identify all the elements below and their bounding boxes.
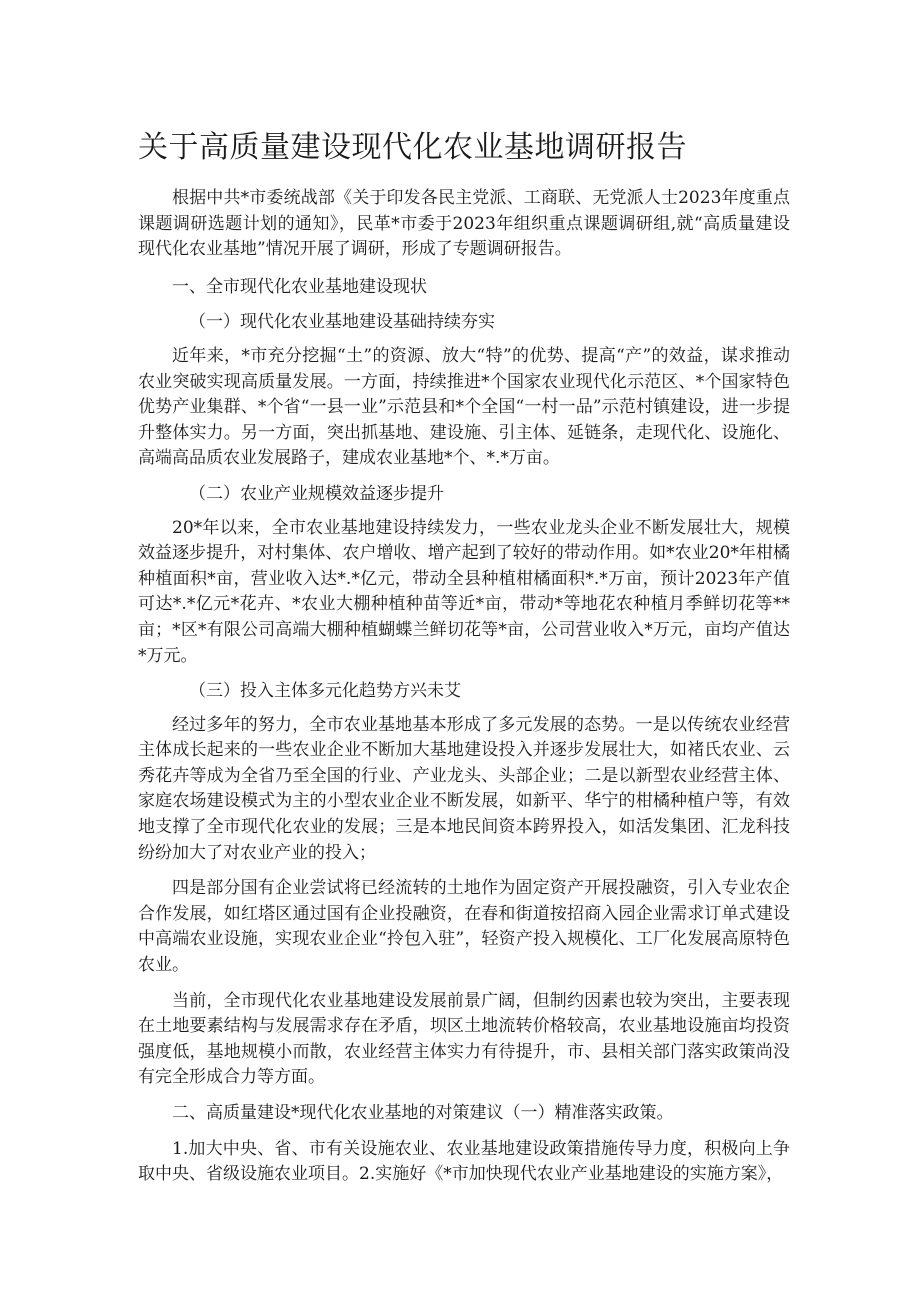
subsection-heading-1: （一）现代化农业基地建设基础持续夯实 [189, 312, 495, 333]
section-heading-1: 一、全市现代化农业基地建设现状 [172, 276, 427, 297]
document-title: 关于高质量建设现代化农业基地调研报告 [138, 130, 687, 165]
section-heading-2: 二、高质量建设*现代化农业基地的对策建议（一）精准落实政策。 [172, 1103, 674, 1123]
subsection-heading-2: （二）农业产业规模效益逐步提升 [189, 483, 444, 504]
document-page [138, 128, 790, 1198]
paragraph-policy-items: 1.加大中央、省、市有关设施农业、农业基地建设政策措施传导力度，积极向上争取中央、省级设施农业项目。2.实施好《*市加快现代农业产业基地建设的实施方案》， [138, 1138, 790, 1185]
subsection-heading-3: （三）投入主体多元化趋势方兴未艾 [189, 681, 461, 702]
paragraph-item-four: 四是部分国有企业尝试将已经流转的土地作为固定资产开展投融资，引入专业农企合作发展，如红塔区通过国有企业投融资，在春和街道按招商入园企业需求订单式建设中高端农业设施，实现农业企业“拎包入驻”，轻资产投入规模化、工厂化发展高原特色农业。 [138, 878, 790, 976]
intro-paragraph: 根据中共*市委统战部《关于印发各民主党派、工商联、无党派人士2023年度重点课题调研选题计划的通知》，民革*市委于2023年组织重点课题调研组,就“高质量建设现代化农业基地”情况开展了调研，形成了专题调研报告。 [138, 188, 790, 260]
paragraph-current-status: 当前，全市现代化农业基地建设发展前景广阔，但制约因素也较为突出，主要表现在土地要素结构与发展需求存在矛盾，坝区土地流转价格较高，农业基地设施亩均投资强度低，基地规模小而散，农业经营主体实力有待提升，市、县相关部门落实政策尚没有完全形成合力等方面。 [138, 990, 790, 1088]
subsection-paragraph-2: 20*年以来，全市农业基地建设持续发力，一些农业龙头企业不断发展壮大，规模效益逐步提升，对村集体、农户增收、增产起到了较好的带动作用。如*农业20*年柑橘种植面积*亩，营业收入达*.*亿元，带动全县种植柑橘面积*.*万亩，预计2023年产值可达*.*亿元*花卉、*农业大棚种植种苗等近*亩，带动*等地花农种植月季鲜切花等**亩；*区*有限公司高端大棚种植蝴蝶兰鲜切花等*亩，公司营业收入*万元，亩均产值达*万元。 [138, 517, 790, 666]
subsection-paragraph-3: 经过多年的努力，全市农业基地基本形成了多元发展的态势。一是以传统农业经营主体成长起来的一些农业企业不断加大基地建设投入并逐步发展壮大，如褚氏农业、云秀花卉等成为全省乃至全国的行业、产业龙头、头部企业；二是以新型农业经营主体、家庭农场建设模式为主的小型农业企业不断发展，如新平、华宁的柑橘种植户等，有效地支撑了全市现代化农业的发展；三是本地民间资本跨界投入，如活发集团、汇龙科技纷纷加大了对农业产业的投入； [138, 714, 790, 863]
subsection-paragraph-1: 近年来，*市充分挖掘“土”的资源、放大“特”的优势、提高“产”的效益，谋求推动农业突破实现高质量发展。一方面，持续推进*个国家农业现代化示范区、*个国家特色优势产业集群、*个省“一县一业”示范县和*个全国“一村一品”示范村镇建设，进一步提升整体实力。另一方面，突出抓基地、建设施、引主体、延链条，走现代化、设施化、高端高品质农业发展路子，建成农业基地*个、*.*万亩。 [138, 345, 790, 469]
